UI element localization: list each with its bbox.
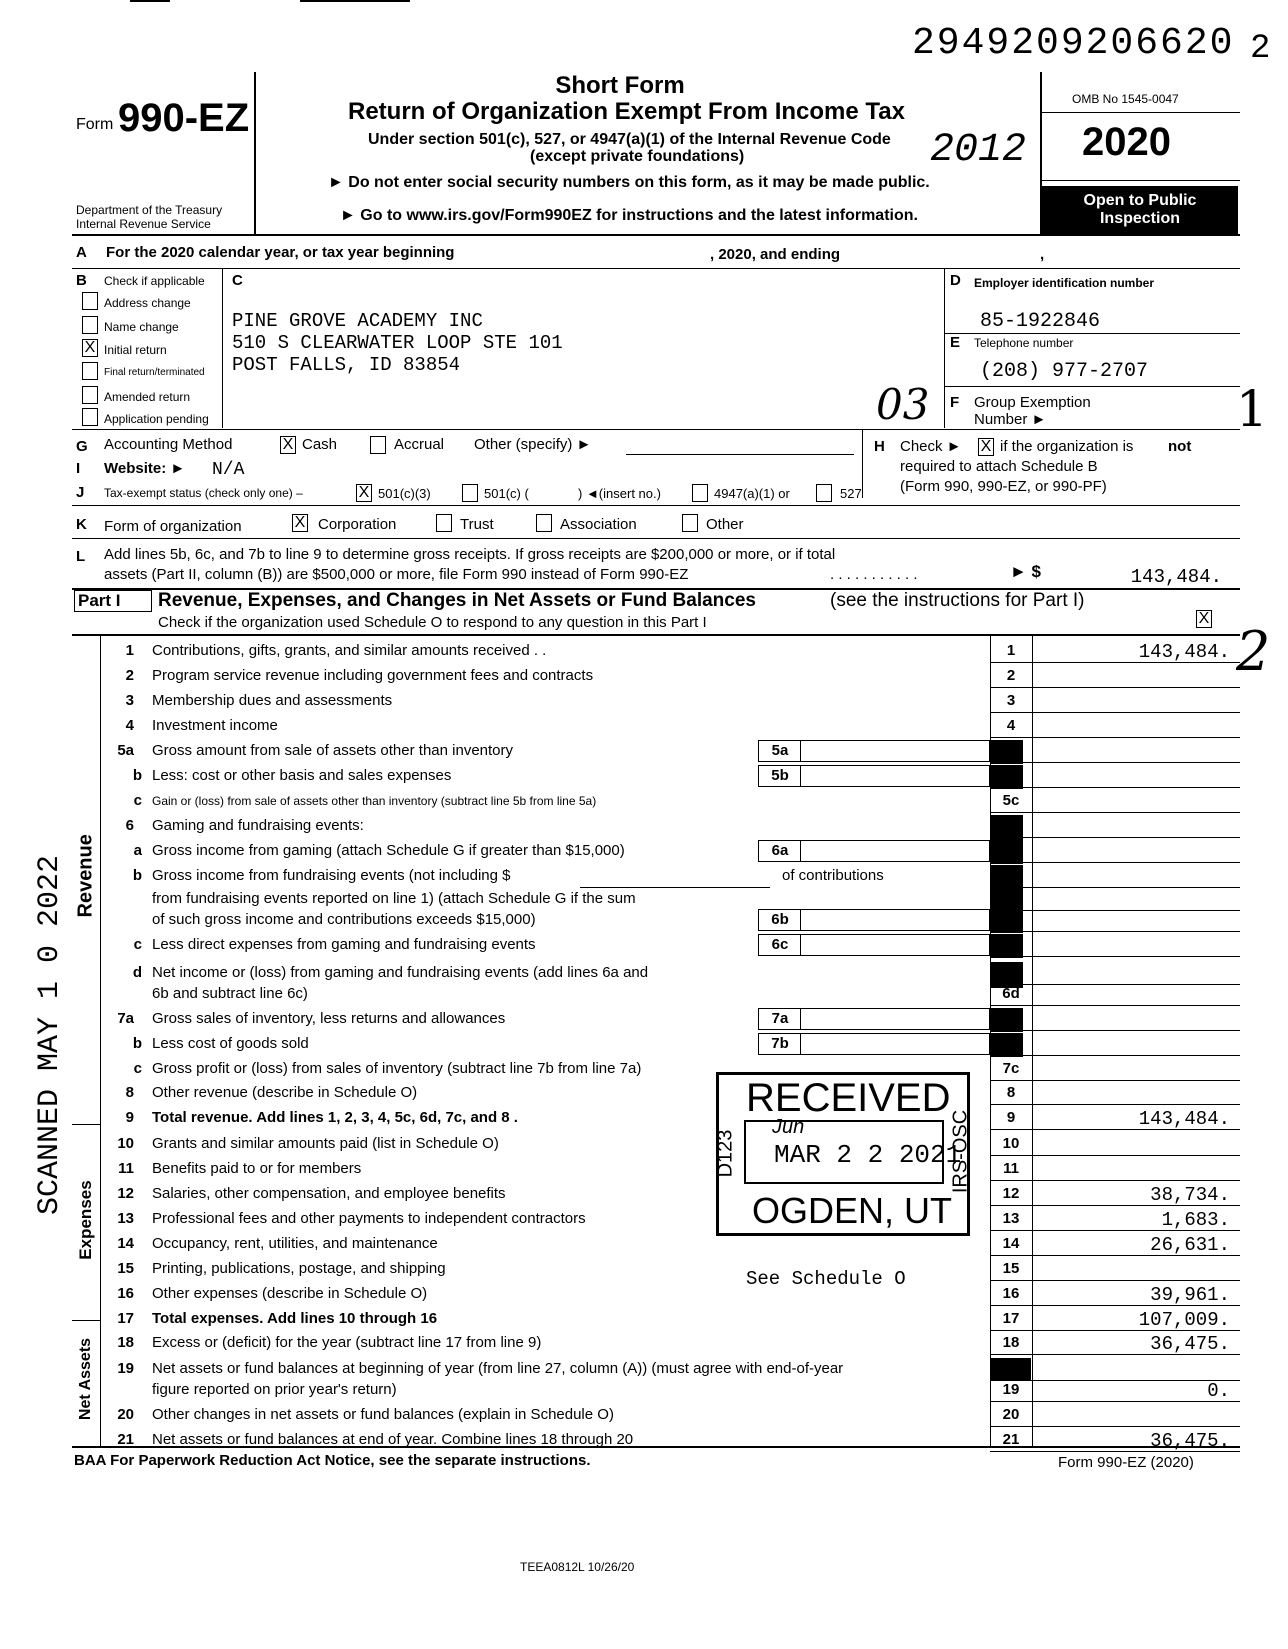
subtitle-1: Under section 501(c), 527, or 4947(a)(1) of the Internal Revenue Code — [368, 131, 891, 148]
row-rule — [990, 737, 1240, 738]
line-text: Professional fees and other payments to independent contractors — [152, 1210, 586, 1227]
see-schedule-o-note: See Schedule O — [746, 1268, 906, 1290]
rule-after-k — [72, 538, 1240, 539]
row-rule — [990, 662, 1240, 663]
line-l-dots: . . . . . . . . . . . — [830, 566, 918, 583]
section-f-label-1: Group Exemption — [974, 394, 1091, 411]
line-h-text-3: (Form 990, 990-EZ, or 990-PF) — [900, 478, 1107, 495]
line-number: 5a — [117, 742, 134, 759]
section-b-divider — [222, 268, 223, 428]
line-l-text-2: assets (Part II, column (B)) are $500,000 or more, file Form 990 instead of Form 990-EZ — [104, 566, 689, 583]
line-text: Gross income from gaming (attach Schedule G if greater than $15,000) — [152, 842, 625, 859]
sub-box-divider — [800, 765, 801, 787]
line-number: b — [132, 867, 142, 884]
line-number: 4 — [125, 717, 134, 734]
stamp-code-left: D123 — [714, 1129, 737, 1178]
checkbox-corporation[interactable]: X — [292, 514, 308, 532]
dln-suffix: 2 — [1250, 30, 1271, 68]
checkbox-accrual[interactable] — [370, 436, 386, 454]
part1-check-text: Check if the organization used Schedule O to respond to any question in this Part I — [158, 614, 707, 631]
rule-after-bcdef — [72, 429, 1240, 430]
line-i-label: Website: ► — [104, 460, 186, 477]
stamp-received: RECEIVED — [746, 1076, 951, 1120]
line-box-label: 11 — [1003, 1160, 1019, 1177]
part1-label: Part I — [78, 591, 121, 610]
line-text: Less: cost or other basis and sales expenses — [152, 767, 452, 784]
line-text: Net assets or fund balances at beginning of year (from line 27, column (A)) (must agree with end-of-year — [152, 1360, 844, 1377]
line-text: Printing, publications, postage, and shipping — [152, 1260, 446, 1277]
row-rule — [990, 1280, 1240, 1281]
other-method-input-line[interactable] — [626, 454, 854, 455]
line-text: Less cost of goods sold — [152, 1035, 309, 1052]
dept-line-1: Department of the Treasury — [76, 203, 223, 217]
sub-box-label: 7b — [771, 1035, 789, 1052]
line-box-label: 9 — [1006, 1109, 1016, 1126]
year-rule-2 — [1040, 180, 1240, 181]
row-rule — [990, 787, 1240, 788]
sub-box-divider — [800, 909, 801, 931]
line-text: Other changes in net assets or fund balances (explain in Schedule O) — [152, 1406, 614, 1423]
line-box-label: 2 — [1006, 667, 1016, 684]
line-text: Occupancy, rent, utilities, and maintenance — [152, 1235, 438, 1252]
line-number: 6 — [125, 817, 134, 834]
row-rule — [990, 1401, 1240, 1402]
shaded-cell — [991, 740, 1023, 764]
rule-e-f — [944, 386, 1240, 387]
line-text: Other revenue (describe in Schedule O) — [152, 1084, 418, 1101]
line-text: Benefits paid to or for members — [152, 1160, 362, 1177]
line-text: Grants and similar amounts paid (list in Schedule O) — [152, 1135, 499, 1152]
line-text: Gain or (loss) from sale of assets other than inventory (subtract line 5b from line 5a) — [152, 794, 597, 808]
row-rule — [990, 1180, 1240, 1181]
line-box-label: 1 — [1006, 642, 1016, 659]
line-number: 12 — [117, 1185, 134, 1202]
checkbox-trust[interactable] — [436, 514, 452, 532]
label-accrual: Accrual — [394, 436, 445, 453]
line-a-text: For the 2020 calendar year, or tax year beginning — [106, 244, 455, 261]
section-f-label-2: Number ► — [974, 411, 1047, 428]
open-to-public-1: Open to Public — [1083, 192, 1197, 209]
section-d-letter: D — [950, 272, 961, 289]
checkbox-final-return[interactable] — [82, 362, 98, 380]
note-ssn: ► Do not enter social security numbers on this form, as it may be made public. — [328, 174, 930, 191]
line-number: 2 — [125, 667, 134, 684]
rule-after-part1-header — [72, 634, 1240, 636]
side-label-revenue: Revenue — [74, 834, 97, 918]
line-g-label: Accounting Method — [104, 436, 233, 453]
line-text: Net assets or fund balances at end of year. Combine lines 18 through 20 — [152, 1431, 634, 1448]
checkbox-4947[interactable] — [692, 484, 708, 502]
line-a-letter: A — [76, 244, 87, 261]
line-k-letter: K — [76, 516, 87, 533]
row-rule — [990, 1129, 1240, 1130]
line-amount[interactable]: 39,961. — [1150, 1284, 1230, 1306]
label-address-change: Address change — [104, 296, 191, 310]
handwritten-1: 1 — [1236, 380, 1268, 438]
line-box-label: 14 — [1002, 1235, 1020, 1252]
line-number: b — [132, 767, 142, 784]
line-amount[interactable]: 143,484. — [1138, 1108, 1230, 1130]
shaded-cell — [991, 840, 1023, 864]
label-cash: Cash — [302, 436, 338, 453]
tax-year: 2020 — [1082, 120, 1171, 164]
checkbox-schedule-o[interactable]: X — [1196, 610, 1212, 628]
year-rule — [1040, 112, 1240, 113]
label-trust: Trust — [460, 516, 494, 533]
line-number: c — [133, 1060, 142, 1077]
form-number: 990-EZ — [118, 96, 250, 140]
line-number: 1 — [125, 642, 134, 659]
label-name-change: Name change — [104, 320, 179, 334]
shaded-cell — [991, 1008, 1023, 1032]
label-501c: 501(c) ( — [484, 486, 529, 501]
sub-box-divider — [800, 840, 801, 862]
rule-end-part1 — [72, 1446, 1240, 1448]
sub-box-label: 7a — [771, 1010, 789, 1027]
section-e-letter: E — [950, 334, 961, 351]
line-h-letter: H — [874, 438, 885, 455]
line-text: Investment income — [152, 717, 278, 734]
checkbox-schedule-b[interactable]: X — [978, 438, 994, 456]
label-527: 527 — [840, 486, 862, 501]
checkbox-other-org[interactable] — [682, 514, 698, 532]
checkbox-association[interactable] — [536, 514, 552, 532]
line-amount[interactable]: 143,484. — [1138, 641, 1230, 663]
sub-box-divider — [800, 1033, 801, 1055]
line-h-text-2: required to attach Schedule B — [900, 458, 1098, 475]
rule-after-a — [72, 268, 1240, 269]
line-number: 18 — [117, 1334, 134, 1351]
section-b-title: Check if applicable — [104, 274, 205, 288]
label-other-org: Other — [706, 516, 744, 533]
section-d-divider — [944, 268, 945, 428]
line-text: from fundraising events reported on line 1) (attach Schedule G if the sum — [152, 890, 636, 907]
checkbox-address-change[interactable] — [82, 292, 98, 310]
website-value: N/A — [212, 460, 245, 480]
side-label-net-assets: Net Assets — [77, 1337, 94, 1421]
checkbox-initial-return[interactable]: X — [82, 339, 98, 357]
checkbox-501c3[interactable]: X — [356, 484, 372, 502]
row-rule — [990, 1230, 1240, 1231]
label-amended-return: Amended return — [104, 390, 191, 404]
line-number: 16 — [117, 1285, 134, 1302]
line-number: 13 — [117, 1210, 134, 1227]
row-rule — [990, 1451, 1240, 1452]
row-rule — [990, 812, 1240, 813]
line-h-text-1b: if the organization is — [1000, 438, 1134, 455]
handwritten-03: 03 — [876, 380, 930, 429]
row-rule — [990, 862, 1240, 863]
line-a-mid: , 2020, and ending — [710, 246, 841, 263]
line-number: c — [133, 792, 142, 809]
line-amount[interactable]: 36,475. — [1150, 1333, 1230, 1355]
line-g-letter: G — [76, 438, 88, 455]
title-short-form: Short Form — [555, 72, 685, 99]
handwritten-2012: 2012 — [930, 128, 1027, 173]
line-text: Program service revenue including government fees and contracts — [152, 667, 594, 684]
scan-mark — [300, 0, 410, 2]
line-box-label: 19 — [1002, 1381, 1020, 1398]
section-f-letter: F — [950, 394, 960, 411]
label-final-return: Final return/terminated — [104, 367, 205, 378]
ein-value: 85-1922846 — [980, 310, 1101, 333]
sub-box-divider — [800, 1008, 801, 1030]
row-rule — [990, 1330, 1240, 1331]
title-main: Return of Organization Exempt From Income Tax — [348, 98, 905, 125]
part1-title: Revenue, Expenses, and Changes in Net Assets or Fund Balances — [158, 590, 756, 611]
line-text-continued: of contributions — [782, 867, 884, 884]
form-prefix: Form — [76, 116, 114, 133]
line-box-label: 13 — [1002, 1210, 1020, 1227]
line-number: 21 — [117, 1431, 134, 1448]
line-a-end: , — [1040, 246, 1045, 263]
row-rule — [990, 956, 1240, 957]
note-website: ► Go to www.irs.gov/Form990EZ for instructions and the latest information. — [340, 207, 918, 224]
side-divider — [100, 634, 101, 1446]
row-rule — [990, 910, 1240, 911]
shaded-cell — [991, 765, 1023, 789]
checkbox-amended-return[interactable] — [82, 386, 98, 404]
section-e-label: Telephone number — [974, 336, 1074, 350]
row-rule — [990, 1030, 1240, 1031]
section-c-letter: C — [232, 272, 243, 289]
line-text: Total expenses. Add lines 10 through 16 — [152, 1310, 438, 1327]
label-4947: 4947(a)(1) or — [714, 486, 790, 501]
rule-after-header — [72, 234, 1240, 236]
row-rule — [990, 1080, 1240, 1081]
line-text: of such gross income and contributions exceeds $15,000) — [152, 911, 536, 928]
scan-mark — [130, 0, 170, 2]
line-box-label: 7c — [1002, 1060, 1020, 1077]
label-application-pending: Application pending — [104, 412, 209, 426]
line-number: 3 — [125, 692, 134, 709]
line-text: Gross profit or (loss) from sales of inventory (subtract line 7b from line 7a) — [152, 1060, 642, 1077]
line-box-label: 6d — [1002, 985, 1020, 1002]
sub-box-label: 5b — [771, 767, 789, 784]
handwritten-2: 2 — [1236, 620, 1271, 683]
sub-box-label: 6a — [771, 842, 789, 859]
section-d-label: Employer identification number — [974, 276, 1155, 290]
line-number: 7a — [117, 1010, 134, 1027]
line-l-arrow: ► $ — [1010, 562, 1042, 581]
row-rule — [990, 712, 1240, 713]
row-rule — [990, 837, 1240, 838]
row-rule — [990, 1005, 1240, 1006]
stamp-date: MAR 2 2 2021 — [774, 1140, 962, 1170]
checkbox-application-pending[interactable] — [82, 408, 98, 426]
line-box-label: 16 — [1002, 1285, 1020, 1302]
line-h-text-1: Check ► — [900, 438, 962, 455]
row-rule — [990, 1055, 1240, 1056]
line-l-letter: L — [76, 548, 86, 565]
rule-d-e — [944, 333, 1240, 334]
line-text: Other expenses (describe in Schedule O) — [152, 1285, 428, 1302]
line-text: Net income or (loss) from gaming and fundraising events (add lines 6a and — [152, 964, 649, 981]
row-rule — [990, 1305, 1240, 1306]
line-text: 6b and subtract line 6c) — [152, 985, 308, 1002]
stamp-code-right: IRS-OSC — [949, 1109, 972, 1194]
stamp-city: OGDEN, UT — [752, 1190, 953, 1231]
dln-number: 2949209206620 — [912, 22, 1235, 65]
row-rule — [990, 687, 1240, 688]
line-box-label: 21 — [1002, 1431, 1020, 1448]
line-text: Membership dues and assessments — [152, 692, 393, 709]
sub-box-divider — [800, 740, 801, 762]
sub-box-label: 5a — [771, 742, 789, 759]
line-text: Excess or (deficit) for the year (subtract line 17 from line 9) — [152, 1334, 542, 1351]
row-rule — [990, 887, 1240, 888]
label-insert-no: ) ◄(insert no.) — [578, 486, 661, 501]
fundraising-amount-input-line[interactable] — [580, 887, 770, 888]
shaded-cell — [991, 1033, 1023, 1057]
line-text: Gross amount from sale of assets other than inventory — [152, 742, 514, 759]
line-j-letter: J — [76, 484, 85, 501]
line-box-label: 17 — [1002, 1310, 1020, 1327]
line-k-label: Form of organization — [104, 518, 242, 535]
line-text: Gross income from fundraising events (not including $ — [152, 867, 511, 884]
line-box-label: 4 — [1006, 717, 1016, 734]
g-h-divider — [862, 430, 863, 498]
row-rule — [990, 1104, 1240, 1105]
line-number: 10 — [117, 1135, 134, 1152]
line-number: a — [133, 842, 142, 859]
label-corporation: Corporation — [318, 516, 397, 533]
revenue-expenses-divider — [72, 1124, 100, 1125]
line-text: Less direct expenses from gaming and fundraising events — [152, 936, 536, 953]
org-name: PINE GROVE ACADEMY INC — [232, 310, 483, 332]
shaded-cell — [991, 1358, 1031, 1380]
open-to-public-2: Inspection — [1099, 210, 1180, 227]
line-box-label: 18 — [1002, 1334, 1020, 1351]
shaded-cell — [991, 909, 1023, 933]
section-b-letter: B — [76, 272, 87, 289]
line-box-label: 10 — [1002, 1135, 1020, 1152]
scanned-stamp: SCANNED MAY 1 0 2022 — [33, 854, 67, 1215]
rule-after-j — [72, 505, 1240, 506]
omb-number: OMB No 1545-0047 — [1072, 92, 1179, 106]
checkbox-527[interactable] — [816, 484, 832, 502]
line-amount[interactable]: 38,734. — [1150, 1184, 1230, 1206]
side-label-expenses: Expenses — [76, 1180, 95, 1260]
row-rule — [990, 762, 1240, 763]
gross-receipts-amount: 143,484. — [1130, 566, 1222, 588]
line-number: 8 — [125, 1084, 134, 1101]
subtitle-2: (except private foundations) — [530, 148, 745, 165]
dept-line-2: Internal Revenue Service — [76, 217, 211, 231]
checkbox-501c[interactable] — [462, 484, 478, 502]
line-text: Gross sales of inventory, less returns and allowances — [152, 1010, 506, 1027]
label-initial-return: Initial return — [104, 343, 167, 357]
line-text: figure reported on prior year's return) — [152, 1381, 397, 1398]
line-l-text-1: Add lines 5b, 6c, and 7b to line 9 to determine gross receipts. If gross receipts are $200,000 or more, or if total — [104, 546, 836, 563]
line-amount[interactable]: 107,009. — [1138, 1309, 1230, 1331]
line-number: c — [133, 936, 142, 953]
row-rule — [990, 1426, 1240, 1427]
line-text: Salaries, other compensation, and employee benefits — [152, 1185, 506, 1202]
row-rule — [990, 931, 1240, 932]
footer-form-ref: Form 990-EZ (2020) — [1058, 1454, 1194, 1471]
expenses-net-divider — [72, 1320, 100, 1321]
checkbox-cash[interactable]: X — [280, 436, 296, 454]
line-text: Contributions, gifts, grants, and similar amounts received . . — [152, 642, 547, 659]
line-amount[interactable]: 26,631. — [1150, 1234, 1230, 1256]
sub-box-label: 6b — [771, 911, 789, 928]
line-box-label: 5c — [1002, 792, 1020, 809]
shaded-cell — [991, 934, 1023, 958]
line-number: 14 — [117, 1235, 134, 1252]
row-rule — [990, 1255, 1240, 1256]
line-number: 19 — [117, 1360, 134, 1377]
label-501c3: 501(c)(3) — [378, 486, 431, 501]
line-number: 9 — [125, 1109, 134, 1126]
phone-value: (208) 977-2707 — [980, 360, 1149, 383]
line-box-label: 3 — [1006, 692, 1016, 709]
label-other-method: Other (specify) ► — [474, 436, 592, 453]
line-number: 11 — [118, 1160, 134, 1177]
row-rule — [990, 1205, 1240, 1206]
line-amount[interactable]: 36,475. — [1150, 1430, 1230, 1452]
line-number: d — [132, 964, 142, 981]
stamp-date-hand: Jun — [772, 1116, 805, 1138]
line-text: Gaming and fundraising events: — [152, 817, 364, 834]
footer-code: TEEA0812L 10/26/20 — [520, 1560, 635, 1574]
sub-box-divider — [800, 934, 801, 956]
org-city: POST FALLS, ID 83854 — [232, 354, 461, 376]
footer-baa: BAA For Paperwork Reduction Act Notice, see the separate instructions. — [74, 1452, 591, 1469]
line-number: 15 — [117, 1260, 134, 1277]
line-amount[interactable]: 0. — [1207, 1380, 1230, 1402]
line-j-label: Tax-exempt status (check only one) – — [104, 486, 303, 500]
line-amount[interactable]: 1,683. — [1161, 1209, 1230, 1231]
org-address: 510 S CLEARWATER LOOP STE 101 — [232, 332, 563, 354]
checkbox-name-change[interactable] — [82, 316, 98, 334]
line-box-label: 12 — [1002, 1185, 1020, 1202]
line-box-label: 8 — [1006, 1084, 1016, 1101]
label-association: Association — [560, 516, 637, 533]
part1-title-2: (see the instructions for Part I) — [830, 590, 1085, 611]
line-number: 17 — [117, 1310, 134, 1327]
line-i-letter: I — [76, 460, 81, 477]
row-rule — [990, 1155, 1240, 1156]
line-text: Total revenue. Add lines 1, 2, 3, 4, 5c, 6d, 7c, and 8 . — [152, 1109, 518, 1126]
line-number: 20 — [117, 1406, 134, 1423]
line-box-label: 15 — [1002, 1260, 1020, 1277]
sub-box-label: 6c — [771, 936, 789, 953]
header-divider-left — [254, 72, 256, 234]
line-number: b — [132, 1035, 142, 1052]
line-box-label: 20 — [1002, 1406, 1020, 1423]
row-rule — [990, 1354, 1240, 1355]
line-h-text-1c: not — [1168, 438, 1192, 455]
